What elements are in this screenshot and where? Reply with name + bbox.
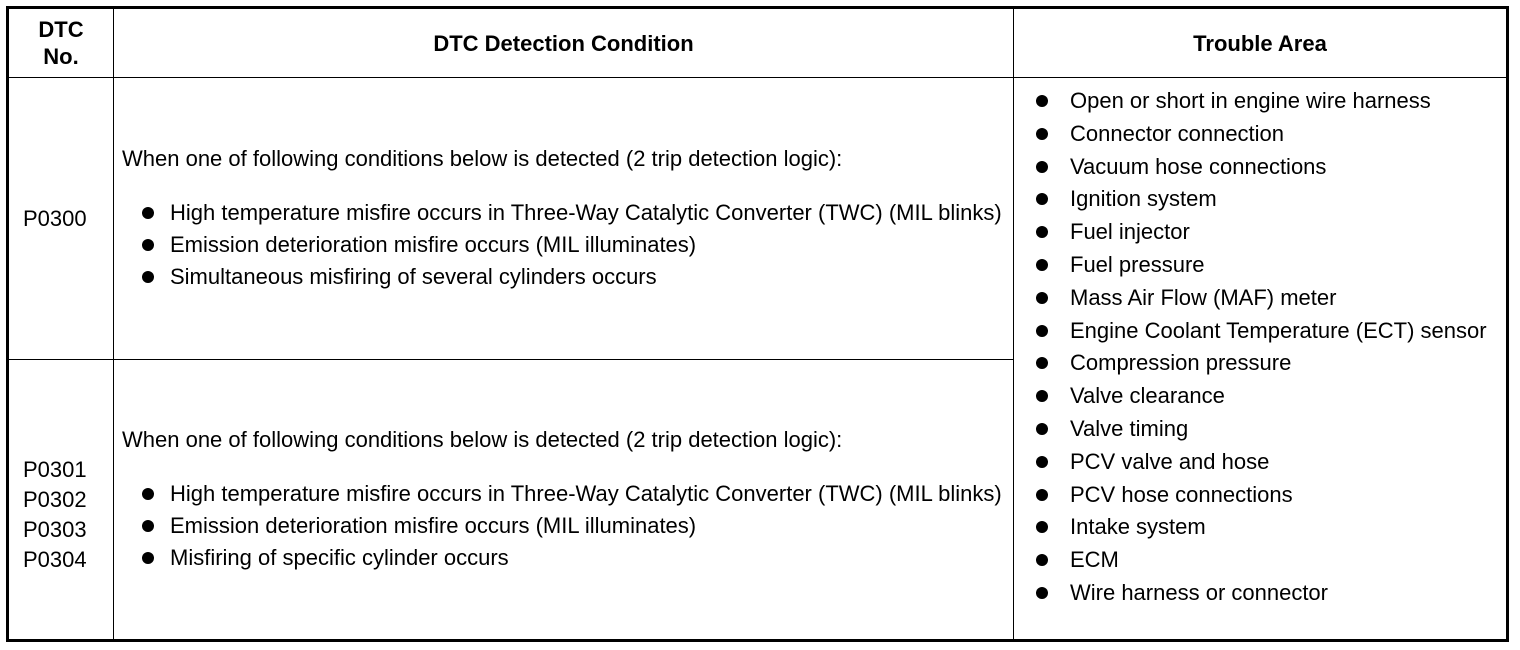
- list-item: [122, 479, 1005, 509]
- bullet-icon: [1036, 489, 1048, 501]
- bullet-icon: [142, 207, 154, 219]
- bullet-icon: [1036, 226, 1048, 238]
- list-item: [122, 198, 1005, 228]
- bullet-icon: [1036, 193, 1048, 205]
- header-dtc-no: [8, 8, 114, 78]
- dtc-code: P0300: [23, 205, 87, 231]
- trouble-area-text: PCV valve and hose: [1070, 448, 1270, 474]
- dtc-code-cell: [8, 360, 114, 641]
- bullet-icon: [142, 488, 154, 500]
- trouble-area-text: Engine Coolant Temperature (ECT) sensor: [1070, 317, 1487, 343]
- condition-text: Simultaneous misfiring of several cylinders occurs: [170, 263, 657, 289]
- detection-condition-cell: [114, 78, 1014, 360]
- bullet-icon: [142, 239, 154, 251]
- trouble-area-text: Fuel pressure: [1070, 251, 1205, 277]
- trouble-area-cell: [1014, 78, 1508, 641]
- list-item: [1036, 480, 1506, 510]
- dtc-code: P0304: [23, 546, 87, 572]
- dtc-code: P0302: [23, 486, 87, 512]
- trouble-area-text: Wire harness or connector: [1070, 579, 1328, 605]
- condition-text: Misfiring of specific cylinder occurs: [170, 544, 509, 570]
- condition-text: High temperature misfire occurs in Three-Way Catalytic Converter (TWC) (MIL blinks): [170, 480, 1002, 506]
- list-item: [1036, 447, 1506, 477]
- list-item: [1036, 283, 1506, 313]
- bullet-icon: [142, 552, 154, 564]
- list-item: [1036, 512, 1506, 542]
- bullet-icon: [142, 520, 154, 532]
- bullet-icon: [1036, 95, 1048, 107]
- bullet-icon: [1036, 325, 1048, 337]
- bullet-icon: [1036, 357, 1048, 369]
- bullet-icon: [1036, 456, 1048, 468]
- condition-intro: When one of following conditions below is detected (2 trip detection logic):: [122, 145, 843, 171]
- header-dtc-no-line-1: DTC: [38, 17, 84, 42]
- list-item: [1036, 184, 1506, 214]
- list-item: [1036, 316, 1506, 346]
- trouble-area-text: Ignition system: [1070, 186, 1217, 212]
- condition-text: Emission deterioration misfire occurs (MIL illuminates): [170, 512, 697, 538]
- bullet-icon: [1036, 554, 1048, 566]
- condition-intro: When one of following conditions below is detected (2 trip detection logic):: [122, 426, 843, 452]
- list-item: [1036, 578, 1506, 608]
- list-item: [1036, 119, 1506, 149]
- condition-list: [122, 198, 1005, 292]
- trouble-area-text: PCV hose connections: [1070, 481, 1293, 507]
- trouble-area-text: ECM: [1070, 547, 1119, 573]
- list-item: [122, 543, 1005, 573]
- header-row: [8, 8, 1508, 78]
- trouble-area-text: Open or short in engine wire harness: [1070, 88, 1431, 113]
- bullet-icon: [1036, 587, 1048, 599]
- list-item: [1036, 152, 1506, 182]
- list-item: [1036, 217, 1506, 247]
- trouble-area-text: Vacuum hose connections: [1070, 153, 1327, 179]
- bullet-icon: [142, 271, 154, 283]
- trouble-area-text: Intake system: [1070, 514, 1206, 540]
- list-item: [122, 230, 1005, 260]
- header-detection-condition: DTC Detection Condition: [114, 8, 1014, 78]
- condition-text: Emission deterioration misfire occurs (MIL illuminates): [170, 231, 697, 257]
- header-trouble-area: Trouble Area: [1014, 8, 1508, 78]
- trouble-area-text: Fuel injector: [1070, 219, 1190, 245]
- trouble-area-list: [1036, 86, 1506, 608]
- trouble-area-text: Connector connection: [1070, 120, 1285, 146]
- list-item: [1036, 348, 1506, 378]
- list-item: [1036, 545, 1506, 575]
- list-item: [1036, 86, 1506, 116]
- dtc-code: P0303: [23, 516, 87, 542]
- list-item: [1036, 381, 1506, 411]
- header-dtc-no-line-2: No.: [43, 44, 79, 69]
- list-item: [1036, 414, 1506, 444]
- bullet-icon: [1036, 390, 1048, 402]
- dtc-code: P0301: [23, 456, 87, 482]
- list-item: [122, 262, 1005, 292]
- dtc-table: [6, 6, 1509, 642]
- trouble-area-text: Mass Air Flow (MAF) meter: [1070, 284, 1337, 310]
- bullet-icon: [1036, 521, 1048, 533]
- detection-condition-cell: [114, 360, 1014, 641]
- bullet-icon: [1036, 128, 1048, 140]
- bullet-icon: [1036, 292, 1048, 304]
- condition-list: [122, 479, 1005, 573]
- condition-text: High temperature misfire occurs in Three-Way Catalytic Converter (TWC) (MIL blinks): [170, 199, 1002, 225]
- bullet-icon: [1036, 161, 1048, 173]
- trouble-area-text: Compression pressure: [1070, 350, 1292, 376]
- bullet-icon: [1036, 259, 1048, 271]
- trouble-area-text: Valve clearance: [1070, 383, 1225, 409]
- dtc-code-cell: [8, 78, 114, 360]
- list-item: [1036, 250, 1506, 280]
- list-item: [122, 511, 1005, 541]
- trouble-area-text: Valve timing: [1070, 415, 1189, 441]
- table-row-p0300: [8, 78, 1508, 360]
- bullet-icon: [1036, 423, 1048, 435]
